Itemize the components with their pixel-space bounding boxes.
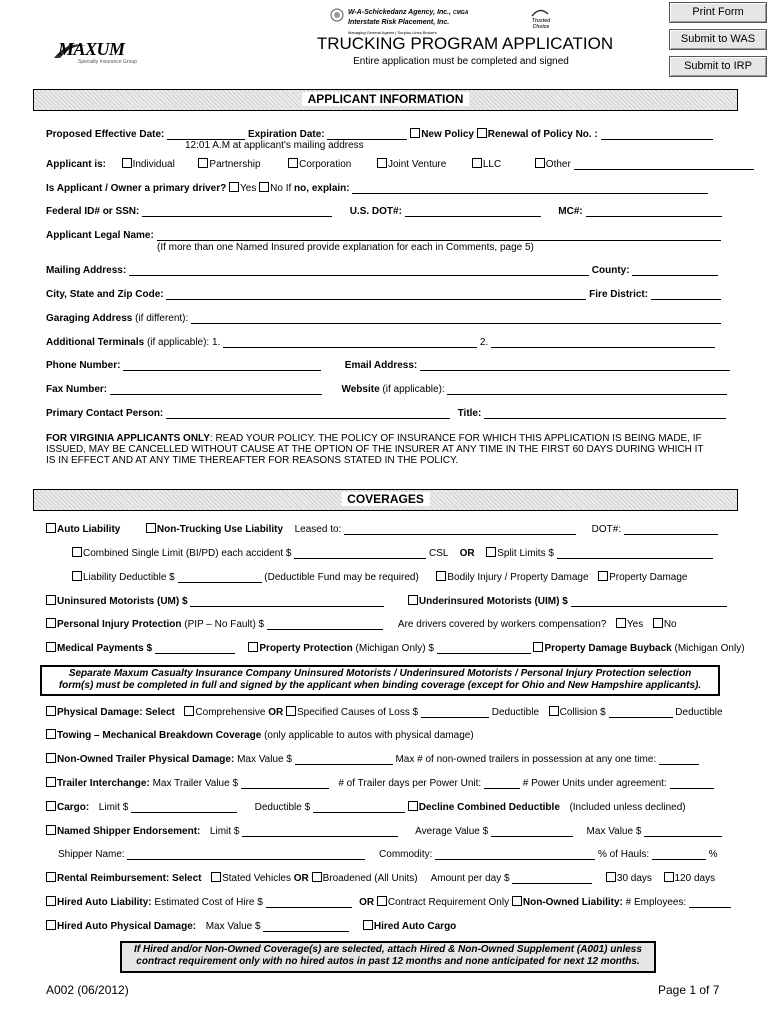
joint-venture-label: Joint Venture: [387, 159, 447, 170]
commodity-label: Commodity:: [379, 849, 433, 860]
row-liability-deductible: [72, 571, 687, 583]
med-pay-label: Medical Payments $: [57, 643, 153, 654]
pip-checkbox[interactable]: [46, 618, 56, 628]
max-trailer-value-input[interactable]: [241, 778, 329, 789]
towing-checkbox[interactable]: [46, 729, 56, 739]
uim-checkbox[interactable]: [408, 595, 418, 605]
cargo-limit-input[interactable]: [131, 802, 237, 813]
property-protection-input[interactable]: [437, 643, 531, 654]
primary-contact-input[interactable]: [166, 408, 450, 419]
specified-causes-input[interactable]: [421, 707, 489, 718]
federal-id-input[interactable]: [142, 206, 332, 217]
med-pay-checkbox[interactable]: [46, 642, 56, 652]
renewal-checkbox[interactable]: [477, 128, 487, 138]
hired-auto-cargo-label: Hired Auto Cargo: [373, 921, 457, 932]
submit-to-irp-button[interactable]: Submit to IRP: [669, 56, 767, 77]
physical-damage-checkbox[interactable]: [46, 706, 56, 716]
liability-deductible-input[interactable]: [178, 572, 262, 583]
csl-checkbox[interactable]: [72, 547, 82, 557]
coverages-section-title: COVERAGES: [341, 492, 430, 506]
leased-to-label: Leased to:: [294, 524, 342, 535]
max-trailer-value-label: Max Trailer Value $: [152, 778, 238, 789]
contract-req-checkbox[interactable]: [377, 896, 387, 906]
agency-line2: Interstate Risk Placement, Inc.: [348, 19, 450, 26]
est-cost-hire-label: Estimated Cost of Hire $: [154, 897, 263, 908]
included-unless-label: (Included unless declined): [569, 802, 686, 813]
broadened-label: Broadened (All Units): [322, 873, 418, 884]
mc-input[interactable]: [586, 206, 722, 217]
max-trailers-label: Max # of non-owned trailers in possession at any one time:: [395, 754, 657, 765]
print-form-button[interactable]: Print Form: [669, 2, 767, 23]
rental-checkbox[interactable]: [46, 872, 56, 882]
named-shipper-checkbox[interactable]: [46, 825, 56, 835]
notice2-line2: contract requirement only with no hired autos in past 12 months and none anticipated for next 12 months.: [136, 956, 640, 967]
pd-buyback-checkbox[interactable]: [533, 642, 543, 652]
non-owned-trailer-checkbox[interactable]: [46, 753, 56, 763]
hired-non-owned-notice: [120, 941, 656, 973]
expiration-date-label: Expiration Date:: [247, 129, 325, 140]
virginia-notice-line2: ISSUED, MAY BE CANCELLED WITHOUT CAUSE AT THE OPTION OF THE INSURER AT ANY TIME IN THE FIRST 60 DAYS DURING WHICH IT: [46, 444, 704, 455]
dot-input[interactable]: [624, 524, 718, 535]
page-title: TRUCKING PROGRAM APPLICATION: [316, 34, 614, 53]
decline-combined-checkbox[interactable]: [408, 801, 418, 811]
row-fax-website: [46, 384, 727, 395]
physical-damage-label: Physical Damage: Select: [57, 707, 175, 718]
um-checkbox[interactable]: [46, 595, 56, 605]
corporation-label: Corporation: [299, 159, 352, 170]
row-shipper-name: [58, 849, 718, 860]
garaging-address-input[interactable]: [191, 313, 721, 324]
legal-name-input[interactable]: [157, 230, 721, 241]
no-explain-label: no, explain:: [294, 183, 350, 194]
workers-comp-yes-checkbox[interactable]: [616, 618, 626, 628]
agency-line3: Managing General Agents | Surplus Lines Brokers: [348, 30, 437, 35]
cargo-deductible-input[interactable]: [313, 802, 405, 813]
amount-per-day-label: Amount per day $: [430, 873, 510, 884]
commodity-input[interactable]: [435, 849, 595, 860]
other-label: Other: [545, 159, 571, 170]
row-terminals: [46, 337, 715, 348]
hired-auto-pd-checkbox[interactable]: [46, 920, 56, 930]
form-number: A002 (06/2012): [46, 983, 129, 997]
workers-comp-label: Are drivers covered by workers compensation?: [397, 619, 607, 630]
trusted-choice-text: Trusted Choice: [531, 18, 551, 30]
joint-venture-checkbox[interactable]: [377, 158, 387, 168]
city-state-zip-input[interactable]: [166, 289, 586, 300]
power-units-label: # Power Units under agreement:: [522, 778, 667, 789]
title-label: Title:: [457, 408, 482, 419]
shipper-name-input[interactable]: [127, 849, 365, 860]
est-cost-hire-input[interactable]: [266, 897, 352, 908]
llc-checkbox[interactable]: [472, 158, 482, 168]
trailer-interchange-label: Trailer Interchange:: [57, 778, 150, 789]
email-label: Email Address:: [344, 360, 418, 371]
fax-input[interactable]: [110, 384, 322, 395]
maxum-logo-subtitle: Specialty Insurance Group: [78, 59, 137, 65]
expiration-date-input[interactable]: [327, 129, 407, 140]
row-mailing-address: [46, 265, 718, 276]
virginia-notice-line3: IS IN EFFECT AND AT ANY TIME THEREAFTER FOR REASONS STATED IN THE POLICY.: [46, 455, 459, 466]
agency-line1-suffix: CMGA: [453, 10, 469, 16]
max-trailers-input[interactable]: [659, 754, 699, 765]
website-label: Website: [341, 384, 380, 395]
row-dates: [46, 128, 713, 140]
title-input[interactable]: [484, 408, 726, 419]
llc-label: LLC: [482, 159, 502, 170]
garaging-address-label: Garaging Address: [46, 313, 133, 324]
row-trailer-interchange: [46, 777, 714, 789]
virginia-notice: [46, 433, 736, 466]
property-protection-label: Property Protection: [259, 643, 353, 654]
property-damage-checkbox[interactable]: [598, 571, 608, 581]
cargo-label: Cargo:: [57, 802, 90, 813]
collision-deductible-label: Deductible: [675, 707, 723, 718]
row-um: [46, 595, 727, 607]
uim-input[interactable]: [571, 596, 727, 607]
power-units-input[interactable]: [670, 778, 714, 789]
row-ids: [46, 206, 722, 217]
row-phone-email: [46, 360, 730, 371]
non-owned-trailer-max-value-label: Max Value $: [237, 754, 292, 765]
hired-auto-liability-label: Hired Auto Liability:: [57, 897, 152, 908]
terminal-1-input[interactable]: [223, 337, 477, 348]
row-cargo: [46, 801, 686, 813]
submit-to-was-button[interactable]: Submit to WAS: [669, 29, 767, 50]
website-note: (if applicable):: [382, 384, 445, 395]
new-policy-checkbox[interactable]: [410, 128, 420, 138]
named-shipper-max-value-input[interactable]: [644, 826, 722, 837]
time-note: 12:01 A.M at applicant's mailing address: [185, 140, 364, 151]
primary-driver-label: Is Applicant / Owner a primary driver?: [46, 183, 227, 194]
partnership-label: Partnership: [209, 159, 261, 170]
csl-or-label: OR: [459, 548, 475, 559]
hired-auto-cargo-checkbox[interactable]: [363, 920, 373, 930]
row-legal-name: [46, 230, 721, 241]
pip-note: (PIP – No Fault) $: [184, 619, 265, 630]
cargo-checkbox[interactable]: [46, 801, 56, 811]
virginia-notice-line1: : READ YOUR POLICY. THE POLICY OF INSURANCE FOR WHICH THIS APPLICATION IS BEING MADE, IF: [209, 433, 702, 444]
primary-driver-yes-checkbox[interactable]: [229, 182, 239, 192]
collision-label: Collision $: [559, 707, 606, 718]
um-input[interactable]: [190, 596, 384, 607]
row-applicant-type: [46, 158, 754, 170]
pct-hauls-label: % of Hauls:: [597, 849, 650, 860]
corporation-checkbox[interactable]: [288, 158, 298, 168]
row-non-owned-trailer: [46, 753, 699, 765]
property-protection-michigan: (Michigan Only) $: [355, 643, 434, 654]
primary-driver-yes-label: Yes: [240, 183, 257, 194]
pip-input[interactable]: [267, 619, 383, 630]
primary-contact-label: Primary Contact Person:: [46, 408, 164, 419]
row-physical-damage: [46, 706, 723, 718]
comprehensive-checkbox[interactable]: [184, 706, 194, 716]
other-checkbox[interactable]: [535, 158, 545, 168]
specified-causes-checkbox[interactable]: [286, 706, 296, 716]
cargo-deductible-label: Deductible $: [254, 802, 311, 813]
county-label: County:: [591, 265, 630, 276]
dot-label: DOT#:: [591, 524, 622, 535]
federal-id-label: Federal ID# or SSN:: [46, 206, 140, 217]
auto-liability-label: Auto Liability: [57, 524, 121, 535]
trailer-days-input[interactable]: [484, 778, 520, 789]
um-uim-pip-notice: [40, 665, 720, 696]
hired-auto-pd-max-value-input[interactable]: [263, 921, 349, 932]
days-120-label: 120 days: [674, 873, 716, 884]
legal-name-label: Applicant Legal Name:: [46, 230, 154, 241]
days-30-checkbox[interactable]: [606, 872, 616, 882]
named-shipper-label: Named Shipper Endorsement:: [57, 826, 201, 837]
towing-note: (only applicable to autos with physical damage): [264, 730, 474, 741]
named-shipper-limit-input[interactable]: [242, 826, 398, 837]
mc-label: MC#:: [558, 206, 583, 217]
website-input[interactable]: [447, 384, 727, 395]
workers-comp-no-checkbox[interactable]: [653, 618, 663, 628]
virginia-notice-bold: FOR VIRGINIA APPLICANTS ONLY: [46, 433, 210, 444]
individual-checkbox[interactable]: [122, 158, 132, 168]
property-damage-label: Property Damage: [609, 572, 688, 583]
collision-input[interactable]: [609, 707, 673, 718]
decline-combined-label: Decline Combined Deductible: [418, 802, 560, 813]
workers-comp-no-label: No: [663, 619, 677, 630]
non-owned-liability-label: Non-Owned Liability:: [522, 897, 623, 908]
hired-or-label: OR: [359, 897, 375, 908]
mailing-address-input[interactable]: [129, 265, 589, 276]
towing-label: Towing – Mechanical Breakdown Coverage: [57, 730, 262, 741]
row-towing: [46, 729, 474, 741]
cargo-limit-label: Limit $: [98, 802, 129, 813]
broadened-checkbox[interactable]: [312, 872, 322, 882]
stated-vehicles-checkbox[interactable]: [211, 872, 221, 882]
pct-hauls-input[interactable]: [652, 849, 706, 860]
applicant-is-label: Applicant is:: [46, 159, 107, 170]
average-value-input[interactable]: [491, 826, 573, 837]
notice1-line1: Separate Maxum Casualty Insurance Company Uninsured Motorists / Underinsured Motorists / Personal Injury Protection selection: [68, 668, 692, 679]
bi-pd-checkbox[interactable]: [436, 571, 446, 581]
row-auto-liability: [46, 523, 718, 535]
pct-label: %: [708, 849, 718, 860]
phone-input[interactable]: [123, 360, 321, 371]
maxum-logo: [50, 36, 150, 68]
non-trucking-checkbox[interactable]: [146, 523, 156, 533]
maxum-logo-text: MAXUM: [58, 39, 125, 59]
physical-damage-or-label: OR: [268, 707, 284, 718]
renewal-policy-input[interactable]: [601, 129, 713, 140]
city-state-zip-label: City, State and Zip Code:: [46, 289, 164, 300]
amount-per-day-input[interactable]: [512, 873, 592, 884]
split-limits-checkbox[interactable]: [486, 547, 496, 557]
deductible-fund-label: (Deductible Fund may be required): [264, 572, 419, 583]
days-30-label: 30 days: [616, 873, 652, 884]
agency-seal-icon: [330, 8, 344, 22]
pd-buyback-label: Property Damage Buyback: [544, 643, 672, 654]
days-120-checkbox[interactable]: [664, 872, 674, 882]
row-hired-auto-liability: [46, 896, 731, 908]
email-input[interactable]: [420, 360, 730, 371]
hired-auto-pd-max-value-label: Max Value $: [205, 921, 261, 932]
trusted-choice-logo: [516, 6, 566, 36]
legal-name-note: (If more than one Named Insured provide explanation for each in Comments, page 5): [157, 242, 534, 253]
agency-line1: W-A-Schickedanz Agency, Inc.,: [348, 9, 452, 16]
primary-driver-no-label: No If: [270, 183, 292, 194]
garaging-if-different-label: (if different):: [135, 313, 189, 324]
no-explain-input[interactable]: [352, 183, 708, 194]
leased-to-input[interactable]: [344, 524, 576, 535]
proposed-effective-date-input[interactable]: [167, 129, 245, 140]
terminal-1-label: (if applicable): 1.: [146, 337, 221, 348]
row-pip: [46, 618, 677, 630]
proposed-effective-date-label: Proposed Effective Date:: [46, 129, 165, 140]
county-input[interactable]: [632, 265, 718, 276]
terminal-2-input[interactable]: [491, 337, 715, 348]
pip-label: Personal Injury Protection: [57, 619, 182, 630]
trailer-days-label: # of Trailer days per Power Unit:: [338, 778, 482, 789]
row-rental: [46, 872, 715, 884]
contract-req-label: Contract Requirement Only: [387, 897, 510, 908]
row-primary-driver: [46, 182, 708, 194]
csl-short-label: CSL: [429, 548, 449, 559]
named-shipper-limit-label: Limit $: [209, 826, 240, 837]
split-limits-label: Split Limits $: [497, 548, 554, 559]
fire-district-input[interactable]: [651, 289, 721, 300]
uim-label: Underinsured Motorists (UIM) $: [418, 596, 568, 607]
page-number: Page 1 of 7: [658, 983, 720, 997]
applicant-section-title: APPLICANT INFORMATION: [302, 92, 470, 106]
non-owned-trailer-label: Non-Owned Trailer Physical Damage:: [57, 754, 235, 765]
primary-driver-no-checkbox[interactable]: [259, 182, 269, 192]
applicant-section-header: [33, 89, 738, 111]
notice1-line2: form(s) must be completed in full and signed by the applicant when binding coverage (except for Ohio and New Hampshire applicants).: [58, 680, 702, 691]
usdot-input[interactable]: [405, 206, 541, 217]
renewal-label: Renewal of Policy No. :: [487, 129, 598, 140]
notice2-line1: If Hired and/or Non-Owned Coverage(s) are selected, attach Hired & Non-Owned Supplement (A001) unless: [134, 944, 642, 955]
rental-or-label: OR: [293, 873, 309, 884]
auto-liability-checkbox[interactable]: [46, 523, 56, 533]
average-value-label: Average Value $: [415, 826, 489, 837]
fire-district-label: Fire District:: [589, 289, 649, 300]
terminal-2-label: 2.: [479, 337, 489, 348]
row-contact: [46, 408, 726, 419]
new-policy-label: New Policy: [421, 129, 474, 140]
named-shipper-max-value-label: Max Value $: [586, 826, 642, 837]
bi-pd-label: Bodily Injury / Property Damage: [447, 572, 589, 583]
mailing-address-label: Mailing Address:: [46, 265, 127, 276]
specified-causes-deductible-label: Deductible: [491, 707, 540, 718]
phone-label: Phone Number:: [46, 360, 121, 371]
other-type-input[interactable]: [574, 159, 754, 170]
employees-input[interactable]: [689, 897, 731, 908]
hired-auto-pd-label: Hired Auto Physical Damage:: [57, 921, 197, 932]
property-protection-checkbox[interactable]: [248, 642, 258, 652]
stated-vehicles-label: Stated Vehicles: [222, 873, 291, 884]
non-trucking-label: Non-Trucking Use Liability: [156, 524, 284, 535]
row-csl: [72, 547, 713, 559]
specified-causes-label: Specified Causes of Loss $: [297, 707, 419, 718]
coverages-section-header: [33, 489, 738, 511]
row-med-pay: [46, 642, 745, 654]
med-pay-input[interactable]: [155, 643, 235, 654]
hired-auto-liability-checkbox[interactable]: [46, 896, 56, 906]
non-owned-trailer-max-value-input[interactable]: [295, 754, 393, 765]
fax-label: Fax Number:: [46, 384, 108, 395]
liability-deductible-checkbox[interactable]: [72, 571, 82, 581]
additional-terminals-label: Additional Terminals: [46, 337, 145, 348]
shipper-name-label: Shipper Name:: [58, 849, 125, 860]
partnership-checkbox[interactable]: [198, 158, 208, 168]
comprehensive-label: Comprehensive: [195, 707, 266, 718]
csl-input[interactable]: [294, 548, 426, 559]
usdot-label: U.S. DOT#:: [349, 206, 402, 217]
pd-buyback-michigan: (Michigan Only): [674, 643, 745, 654]
um-label: Uninsured Motorists (UM) $: [57, 596, 188, 607]
csl-label: Combined Single Limit (BI/PD) each accident $: [83, 548, 292, 559]
row-named-shipper: [46, 825, 722, 837]
row-city-state: [46, 289, 721, 300]
collision-checkbox[interactable]: [549, 706, 559, 716]
row-hired-auto-pd: [46, 920, 456, 932]
workers-comp-yes-label: Yes: [626, 619, 644, 630]
row-garaging: [46, 313, 721, 324]
trailer-interchange-checkbox[interactable]: [46, 777, 56, 787]
rental-label: Rental Reimbursement: Select: [57, 873, 202, 884]
split-limits-input[interactable]: [557, 548, 713, 559]
non-owned-liability-checkbox[interactable]: [512, 896, 522, 906]
individual-label: Individual: [132, 159, 175, 170]
page-subtitle: Entire application must be completed and signed: [353, 56, 569, 67]
employees-label: # Employees:: [625, 897, 687, 908]
liability-deductible-label: Liability Deductible $: [83, 572, 175, 583]
